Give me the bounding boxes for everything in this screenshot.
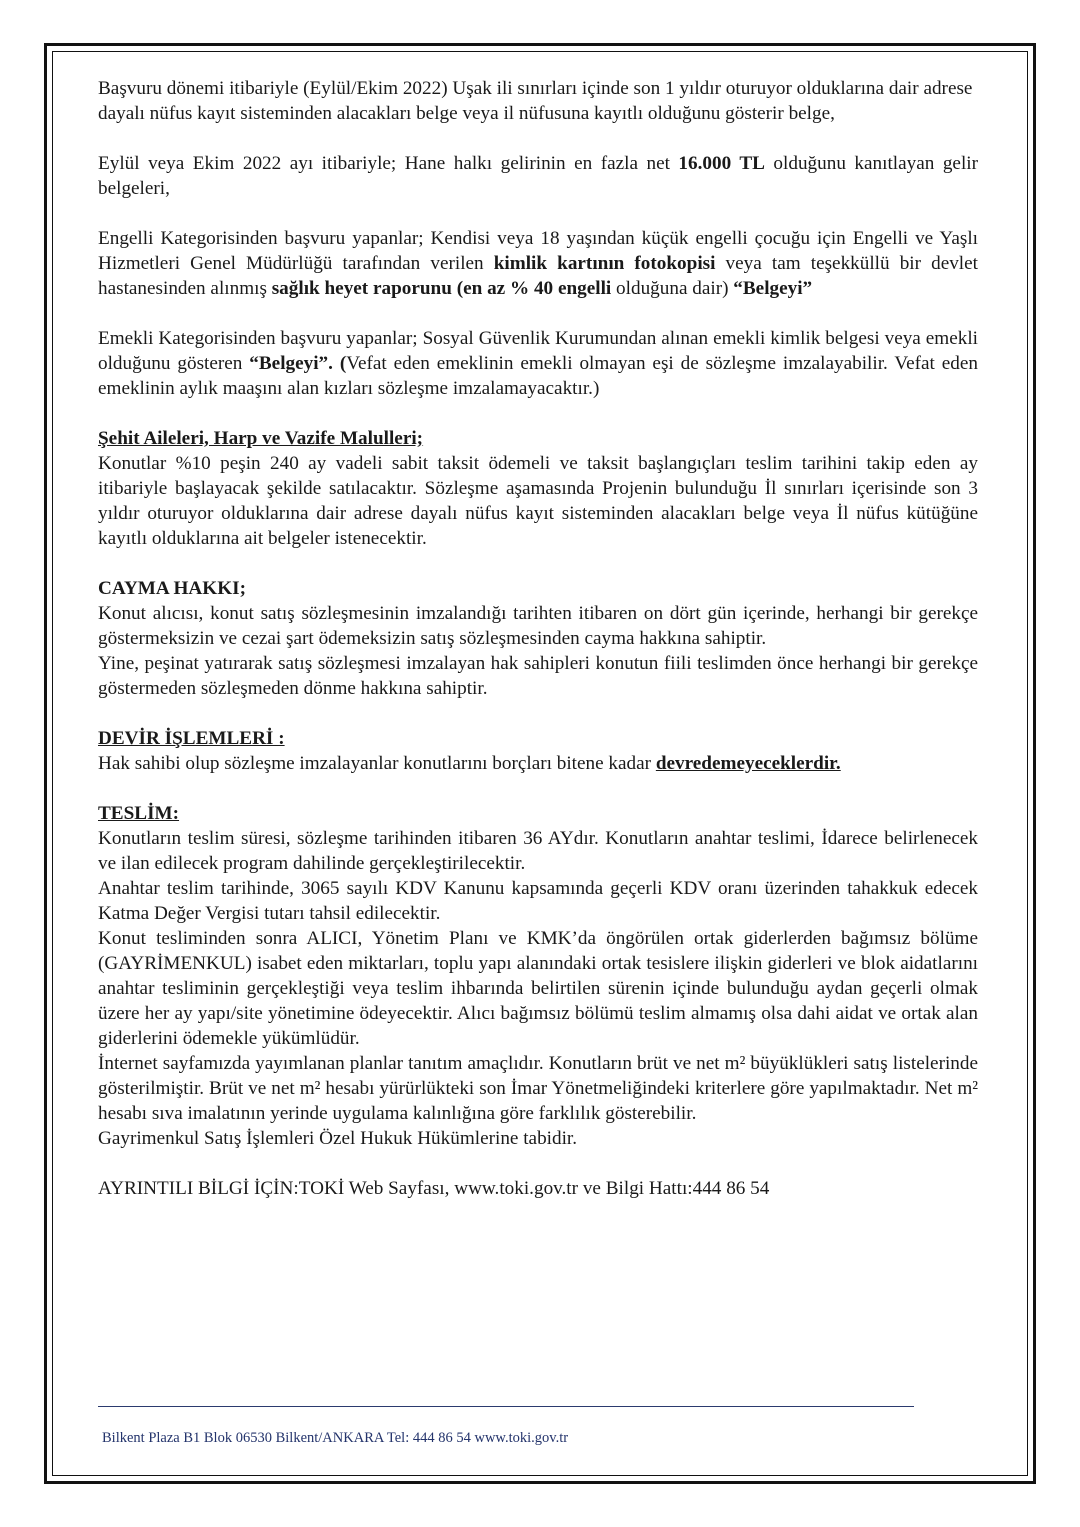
devir-emphasis: devredemeyeceklerdir. [655,753,841,774]
heading-devir: DEVİR İŞLEMLERİ : [98,728,285,749]
heading-cayma: CAYMA HAKKI; [98,578,246,599]
disabled-text-c: veya tam teşekküllü bir devlet hastanesinden alınmış [98,253,978,299]
paragraph-disabled [98,226,978,301]
paragraph-teslim-4: İnternet sayfamızda yayımlanan planlar tanıtım amaçlıdır. Konutların brüt ve net m² büyüklükleri satış listelerinde gösterilmiştir. Brüt ve net m² hesabı yürürlükteki son İmar Yönetmeliğindeki kriterlere göre yapılmaktadır. Net m² hesabı sıva imalatının yerinde uygulama kalınlığına göre farklılık gösterebilir. [98,1053,978,1124]
disabled-health-report: sağlık heyet raporunu [271,278,452,299]
income-text-a: Eylül veya Ekim 2022 ayı itibariyle; Hane halkı gelirinin en fazla net [98,153,679,174]
paragraph-teslim-5: Gayrimenkul Satış İşlemleri Özel Hukuk Hükümlerine tabidir. [98,1128,578,1149]
heading-sehit: Şehit Aileleri, Harp ve Vazife Malulleri; [98,428,424,449]
disabled-text-g: olduğuna dair) [611,278,734,299]
income-text-c: olduğunu kanıtlayan gelir belgeleri, [98,153,978,199]
retired-text-a: Emekli Kategorisinden başvuru yapanlar; Sosyal Güvenlik Kurumundan alınan emekli kimlik belgesi veya emekli olduğunu gösteren [98,328,978,374]
paragraph-teslim-3: Konut tesliminden sonra ALICI, Yönetim Planı ve KMK’da öngörülen ortak giderlerden bağımsız bölüme (GAYRİMENKUL) isabet eden miktarları, toplu yapı alanındaki ortak tesislere ilişkin giderleri ve blok aidatlarını anahtar tesliminin gerçekleştiği veya teslim ihbarında belirtilen sürenin içinde bulunduğu aydan geçerli olmak üzere her ay yapı/site yönetimine ödeyecektir. Alıcı bağımsız bölümü teslim almamış olsa dahi aidat ve ortak alan giderlerini ödemekle yükümlüdür. [98,928,978,1049]
paragraph-retired [98,326,978,401]
paragraph-income [98,151,978,201]
paragraph-teslim-2: Anahtar teslim tarihinde, 3065 sayılı KDV Kanunu kapsamında geçerli KDV oranı üzerinden tahakkuk edecek Katma Değer Vergisi tutarı tahsil edilecektir. [98,878,978,924]
paragraph-residence [98,76,978,126]
disabled-document: “Belgeyi” [733,278,813,299]
paragraph-cayma-2: Yine, peşinat yatırarak satış sözleşmesi imzalayan hak sahipleri konutun fiili teslimden önce herhangi bir gerekçe göstermeden sözleşmeden dönme hakkına sahiptir. [98,653,978,699]
heading-teslim: TESLİM: [98,803,180,824]
income-amount: 16.000 TL [678,153,765,174]
paragraph-cayma-1: Konut alıcısı, konut satış sözleşmesinin imzalandığı tarihten itibaren on dört gün içerinde, herhangi bir gerekçe göstermeksizin ve cezai şart ödemeksizin satış sözleşmesinden cayma hakkına sahiptir. [98,603,978,649]
paragraph-residence-text: Başvuru dönemi itibariyle (Eylül/Ekim 2022) Uşak ili sınırları içinde son 1 yıldır oturuyor olduklarına dair adrese dayalı nüfus kayıt sisteminden alacakları belge veya il nüfusuna kayıtlı olduğunu gösterir belge, [98,78,973,124]
retired-document: “Belgeyi”. ( [249,353,347,374]
devir-text-a: Hak sahibi olup sözleşme imzalayanlar konutlarını borçları bitene kadar [98,753,656,774]
footer-address: Bilkent Plaza B1 Blok 06530 Bilkent/ANKARA Tel: 444 86 54 www.toki.gov.tr [102,1430,569,1446]
disabled-text-a: Engelli Kategorisinden başvuru yapanlar; Kendisi veya 18 yaşından küçük engelli çocuğu için Engelli ve Yaşlı Hizmetleri Genel Müdürlüğü tarafından verilen [98,228,978,274]
paragraph-sehit: Konutlar %10 peşin 240 ay vadeli sabit taksit ödemeli ve taksit başlangıçları teslim tarihini takip eden ay itibariyle başlayacak şekilde satılacaktır. Sözleşme aşamasında Projenin bulunduğu İl sınırları içerisinde son 3 yıldır oturuyor olduklarına dair adrese dayalı nüfus kayıt sisteminden alacakları belge veya İl nüfus kütüğüne kayıtlı olduklarına ait belgeler istenecektir. [98,453,978,549]
footer-divider [98,1406,914,1407]
paragraph-teslim-1: Konutların teslim süresi, sözleşme tarihinden itibaren 36 AYdır. Konutların anahtar teslimi, İdarece belirlenecek ve ilan edilecek program dahilinde gerçekleştirilecektir. [98,828,978,874]
info-line: AYRINTILI BİLGİ İÇİN:TOKİ Web Sayfası, www.toki.gov.tr ve Bilgi Hattı:444 86 54 [98,1178,770,1199]
document-body [98,76,978,1201]
disabled-id-card: kimlik kartının fotokopisi [493,253,716,274]
disabled-percent: (en az % 40 engelli [456,278,612,299]
paragraph-devir [98,751,978,776]
retired-text-c: Vefat eden emeklinin emekli olmayan eşi de sözleşme imzalayabilir. Vefat eden emeklinin aylık maaşını alan kızları sözleşme imzalamayacaktır.) [98,353,978,399]
